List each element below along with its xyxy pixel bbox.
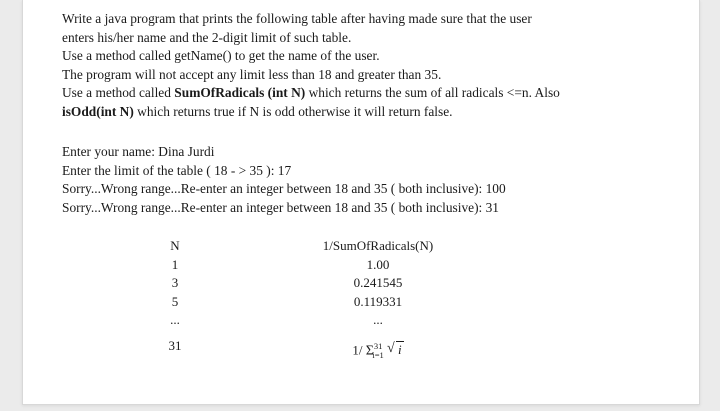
- statement-line-6: [62, 103, 692, 122]
- table-cell-value: 1.00: [366, 256, 390, 272]
- radical-symbol: √: [387, 341, 395, 357]
- statement-line-5-end: which returns the sum of all radicals <=n. Also: [305, 85, 560, 100]
- sum-formula: [352, 337, 403, 364]
- table-cell-n-last: 31: [168, 338, 182, 353]
- table-header-n: N: [170, 238, 180, 253]
- statement-line-5: [62, 84, 692, 103]
- table-ellipsis: ...: [373, 312, 383, 327]
- table-ellipsis: ...: [170, 312, 180, 327]
- session-line-1: Enter your name: Dina Jurdi: [62, 144, 215, 159]
- table-column-value: [293, 237, 463, 364]
- formula-upper-bound: 31: [373, 341, 383, 351]
- table-column-n: [160, 237, 190, 356]
- table-cell-n: 1: [171, 256, 179, 272]
- formula-prefix: 1/: [352, 342, 366, 358]
- statement-line-1: Write a java program that prints the following table after having made sure that the user: [62, 11, 532, 26]
- method-is-odd: isOdd(int N): [62, 103, 134, 119]
- sample-session: [62, 143, 692, 217]
- statement-line-2: enters his/her name and the 2-digit limit of such table.: [62, 29, 352, 45]
- table-cell-n: 3: [171, 275, 179, 290]
- statement-line-6-end: which returns true if N is odd otherwise it will return false.: [133, 103, 453, 119]
- statement-line-4: The program will not accept any limit less than 18 and greater than 35.: [62, 66, 442, 82]
- document-page: [22, 0, 700, 405]
- statement-line-3: Use a method called getName() to get the name of the user.: [62, 48, 380, 63]
- statement-line-5-start: Use a method called: [62, 85, 175, 100]
- problem-statement: [62, 10, 692, 121]
- session-line-2: Enter the limit of the table ( 18 - > 35 ): 17: [62, 162, 292, 178]
- table-cell-value: 0.241545: [353, 275, 403, 290]
- table-header-value: 1/SumOfRadicals(N): [322, 238, 434, 253]
- radicand: i: [398, 342, 402, 358]
- table-cell-n: 5: [171, 293, 179, 309]
- sigma-symbol: Σ: [365, 343, 374, 359]
- method-sum-of-radicals: SumOfRadicals (int N): [174, 85, 306, 100]
- session-line-3: Sorry...Wrong range...Re-enter an integer between 18 and 35 ( both inclusive): 100: [62, 181, 506, 196]
- formula-lower-bound: i=1: [372, 349, 384, 360]
- table-cell-value: 0.119331: [353, 293, 403, 309]
- square-root: [387, 341, 404, 360]
- session-line-4: Sorry...Wrong range...Re-enter an integer between 18 and 35 ( both inclusive): 31: [62, 199, 499, 215]
